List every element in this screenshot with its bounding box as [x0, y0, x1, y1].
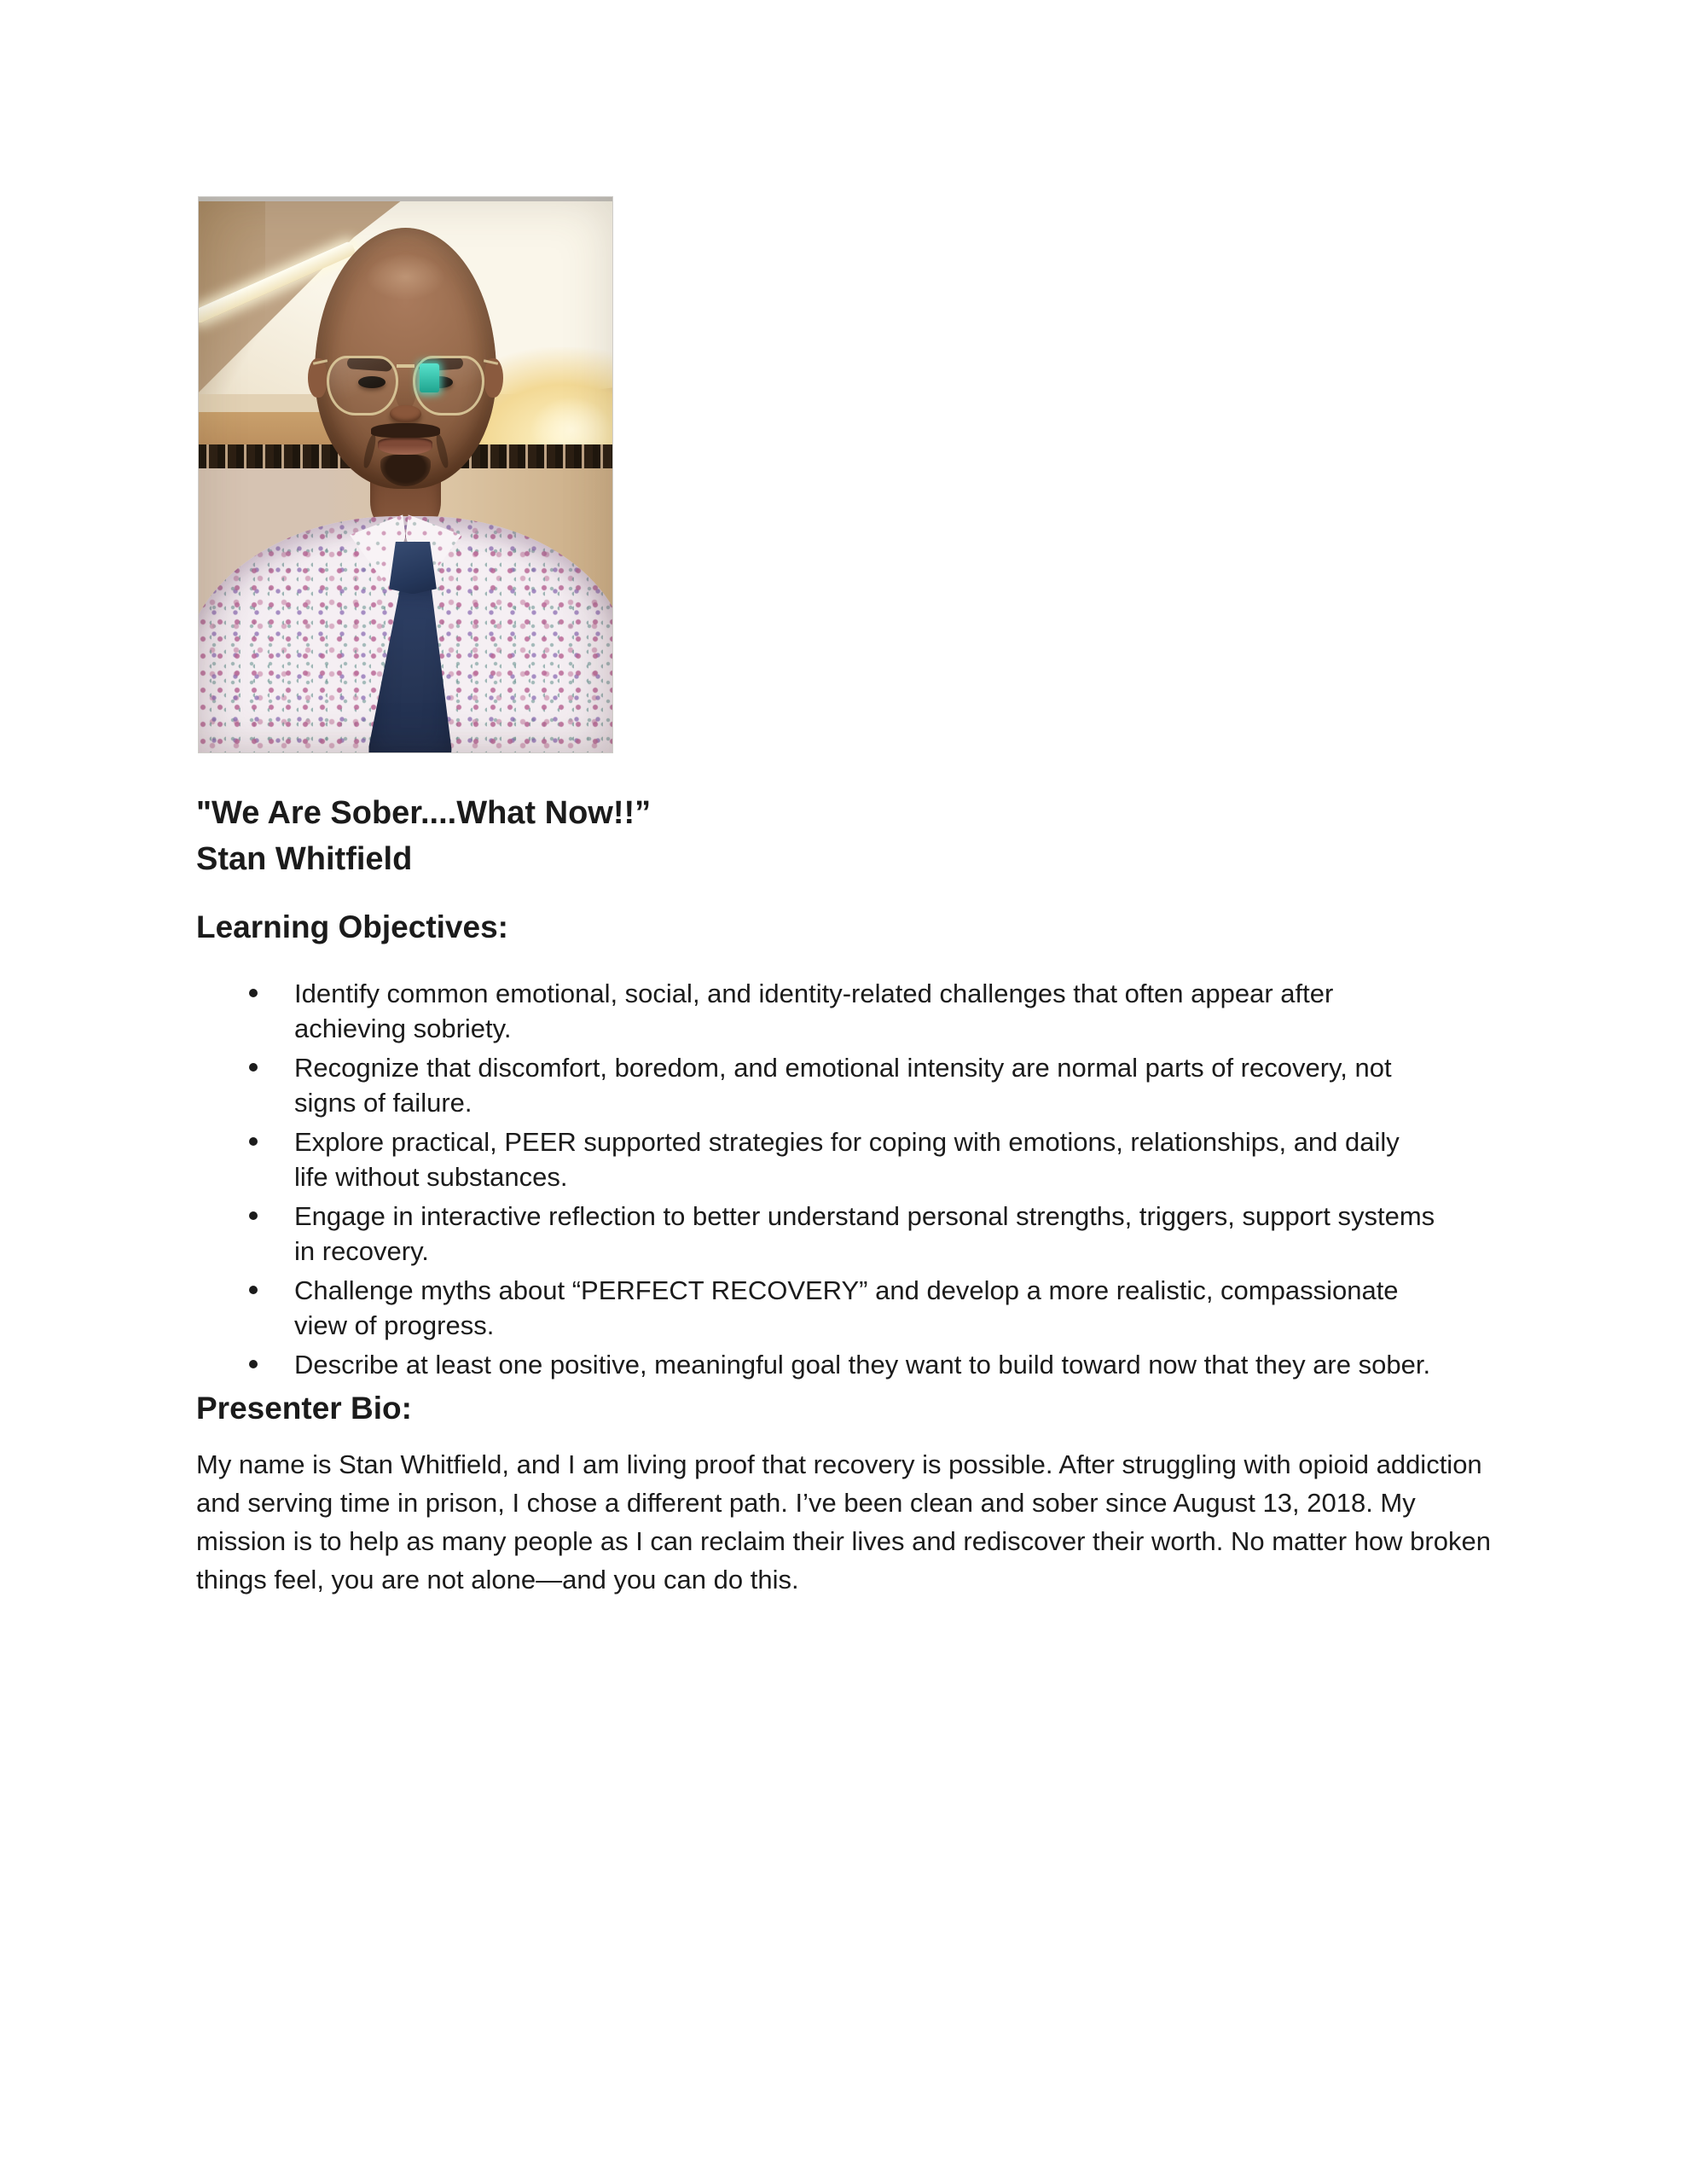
- bullet-dot-icon: [196, 1347, 294, 1382]
- bullet-dot-icon: [196, 1273, 294, 1343]
- objective-item: [196, 1273, 1437, 1343]
- document-title: "We Are Sober....What Now!!”: [196, 795, 652, 831]
- objective-text: Describe at least one positive, meaningful goal they want to build toward now that they are sober.: [294, 1350, 1431, 1380]
- objective-item: [196, 1050, 1437, 1120]
- presenter-name: Stan Whitfield: [196, 841, 413, 877]
- objective-text: Explore practical, PEER supported strategies for coping with emotions, relationships, and daily life without substances.: [294, 1127, 1400, 1192]
- objectives-list: [196, 976, 1437, 1386]
- objective-item: [196, 1199, 1437, 1269]
- bio-paragraph: My name is Stan Whitfield, and I am living proof that recovery is possible. After struggling with opioid addiction and serving time in prison, I chose a different path. I’ve been clean and sober since August 13, 2018. My mission is to help as many people as I can reclaim their lives and rediscover their worth. No matter how broken things feel, you are not alone—and you can do this.: [196, 1449, 1491, 1594]
- bullet-dot-icon: [196, 1124, 294, 1194]
- objective-item: [196, 1124, 1437, 1194]
- bullet-dot-icon: [196, 1199, 294, 1269]
- objective-text: Identify common emotional, social, and identity-related challenges that often appear after achieving sobriety.: [294, 979, 1334, 1043]
- objective-text: Challenge myths about “PERFECT RECOVERY” and develop a more realistic, compassionate view of progress.: [294, 1275, 1399, 1340]
- objective-item: [196, 976, 1437, 1046]
- objectives-heading: Learning Objectives:: [196, 909, 508, 944]
- photo-vignette: [199, 197, 612, 752]
- objective-item: [196, 1347, 1437, 1382]
- objective-text: Engage in interactive reflection to better understand personal strengths, triggers, support systems in recovery.: [294, 1201, 1435, 1266]
- title-block: [196, 790, 651, 882]
- presenter-photo: [198, 196, 613, 753]
- bullet-dot-icon: [196, 976, 294, 1046]
- bullet-dot-icon: [196, 1050, 294, 1120]
- objective-text: Recognize that discomfort, boredom, and emotional intensity are normal parts of recovery, not signs of failure.: [294, 1053, 1392, 1118]
- bio-heading: Presenter Bio:: [196, 1391, 412, 1426]
